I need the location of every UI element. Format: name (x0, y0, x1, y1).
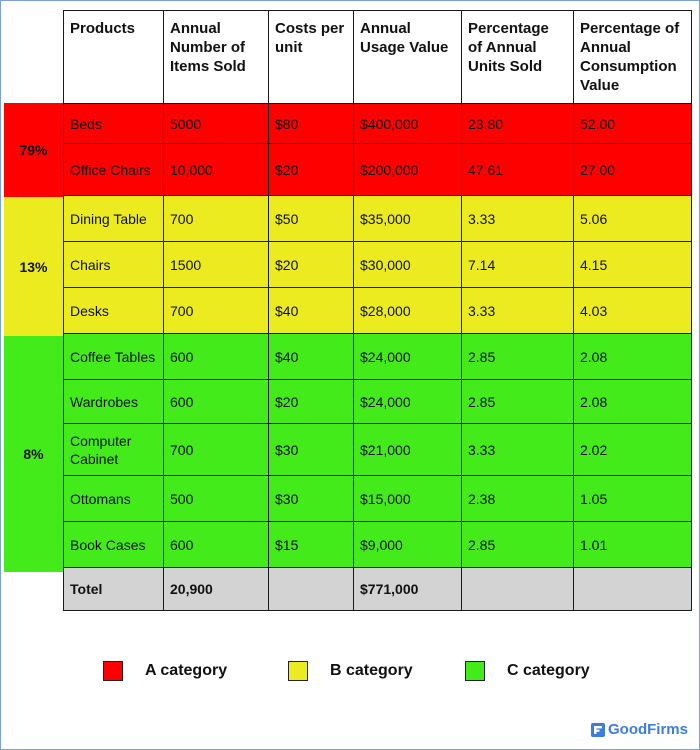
header-pct-consumption: Percentage of Annual Consumption Value (574, 11, 692, 104)
cell-product: Dining Table (64, 196, 164, 242)
cell-usage-value: $24,000 (354, 334, 462, 380)
table-row (64, 242, 692, 288)
cell-cost-per-unit: $40 (269, 288, 354, 334)
cell-items-sold: 600 (164, 380, 269, 424)
total-cell-pct-consumption (574, 568, 692, 611)
total-cell-usage-value: $771,000 (354, 568, 462, 611)
cell-cost-per-unit: $15 (269, 522, 354, 568)
legend-label-b: B category (330, 662, 413, 679)
cell-pct-consumption: 1.01 (574, 522, 692, 568)
total-cell-product: Totel (64, 568, 164, 611)
cell-cost-per-unit: $20 (269, 242, 354, 288)
cell-product: Ottomans (64, 476, 164, 522)
cell-cost-per-unit: $30 (269, 424, 354, 476)
cell-pct-consumption: 2.08 (574, 380, 692, 424)
cell-items-sold: 1500 (164, 242, 269, 288)
cell-items-sold: 700 (164, 288, 269, 334)
cell-cost-per-unit: $40 (269, 334, 354, 380)
cell-cost-per-unit: $80 (269, 104, 354, 144)
table-row (64, 522, 692, 568)
table-row (64, 196, 692, 242)
legend (0, 661, 700, 683)
abc-analysis-table (63, 10, 692, 611)
cell-pct-units: 7.14 (462, 242, 574, 288)
table-row (64, 104, 692, 144)
cell-pct-units: 2.38 (462, 476, 574, 522)
cell-product: Desks (64, 288, 164, 334)
goodfirms-logo (591, 721, 688, 738)
legend-label-c: C category (507, 662, 590, 679)
cell-items-sold: 600 (164, 522, 269, 568)
cell-product: Wardrobes (64, 380, 164, 424)
cell-pct-consumption: 27.00 (574, 144, 692, 196)
table-row (64, 288, 692, 334)
cell-items-sold: 600 (164, 334, 269, 380)
cell-product: Beds (64, 104, 164, 144)
cell-pct-units: 23.80 (462, 104, 574, 144)
cell-pct-units: 2.85 (462, 334, 574, 380)
cell-usage-value: $400,000 (354, 104, 462, 144)
table-header-row (64, 11, 692, 104)
cell-pct-consumption: 52.00 (574, 104, 692, 144)
cell-usage-value: $9,000 (354, 522, 462, 568)
cell-usage-value: $35,000 (354, 196, 462, 242)
cell-cost-per-unit: $30 (269, 476, 354, 522)
cell-items-sold: 10,000 (164, 144, 269, 196)
goodfirms-logo-text: GoodFirms (607, 721, 688, 738)
header-items-sold: Annual Number of Items Sold (164, 11, 269, 104)
category-a-share: 79% (4, 103, 63, 197)
cell-product: Office Chairs (64, 144, 164, 196)
table-row (64, 334, 692, 380)
legend-swatch-b (288, 661, 308, 681)
cell-pct-units: 3.33 (462, 288, 574, 334)
header-usage-value: Annual Usage Value (354, 11, 462, 104)
cell-pct-units: 2.85 (462, 522, 574, 568)
cell-usage-value: $24,000 (354, 380, 462, 424)
cell-pct-consumption: 2.02 (574, 424, 692, 476)
legend-label-a: A category (145, 662, 228, 679)
cell-product: Computer Cabinet (64, 424, 164, 476)
cell-product: Coffee Tables (64, 334, 164, 380)
total-row (64, 568, 692, 611)
cell-usage-value: $200,000 (354, 144, 462, 196)
goodfirms-logo-icon (591, 723, 605, 737)
cell-pct-consumption: 4.03 (574, 288, 692, 334)
table-row (64, 424, 692, 476)
cell-pct-consumption: 2.08 (574, 334, 692, 380)
cell-pct-units: 2.85 (462, 380, 574, 424)
cell-cost-per-unit: $20 (269, 380, 354, 424)
category-c-share: 8% (4, 336, 63, 572)
total-cell-pct-units (462, 568, 574, 611)
header-pct-units: Percentage of Annual Units Sold (462, 11, 574, 104)
cell-product: Chairs (64, 242, 164, 288)
header-cost-per-unit: Costs per unit (269, 11, 354, 104)
cell-pct-consumption: 4.15 (574, 242, 692, 288)
legend-swatch-a (103, 661, 123, 681)
cell-items-sold: 500 (164, 476, 269, 522)
legend-item-b (288, 661, 413, 681)
table-row (64, 476, 692, 522)
legend-item-c (465, 661, 590, 681)
cell-pct-units: 3.33 (462, 424, 574, 476)
cell-items-sold: 5000 (164, 104, 269, 144)
legend-item-a (103, 661, 227, 681)
total-cell-cost-per-unit (269, 568, 354, 611)
table-body (64, 104, 692, 611)
total-cell-items-sold: 20,900 (164, 568, 269, 611)
cell-usage-value: $15,000 (354, 476, 462, 522)
table-row (64, 144, 692, 196)
table-row (64, 380, 692, 424)
cell-product: Book Cases (64, 522, 164, 568)
cell-pct-consumption: 1.05 (574, 476, 692, 522)
legend-swatch-c (465, 661, 485, 681)
category-b-share: 13% (4, 197, 63, 336)
header-products: Products (64, 11, 164, 104)
cell-pct-units: 3.33 (462, 196, 574, 242)
cell-cost-per-unit: $20 (269, 144, 354, 196)
cell-items-sold: 700 (164, 196, 269, 242)
cell-items-sold: 700 (164, 424, 269, 476)
cell-cost-per-unit: $50 (269, 196, 354, 242)
cell-usage-value: $28,000 (354, 288, 462, 334)
cell-usage-value: $30,000 (354, 242, 462, 288)
cell-pct-consumption: 5.06 (574, 196, 692, 242)
cell-pct-units: 47.61 (462, 144, 574, 196)
cell-usage-value: $21,000 (354, 424, 462, 476)
